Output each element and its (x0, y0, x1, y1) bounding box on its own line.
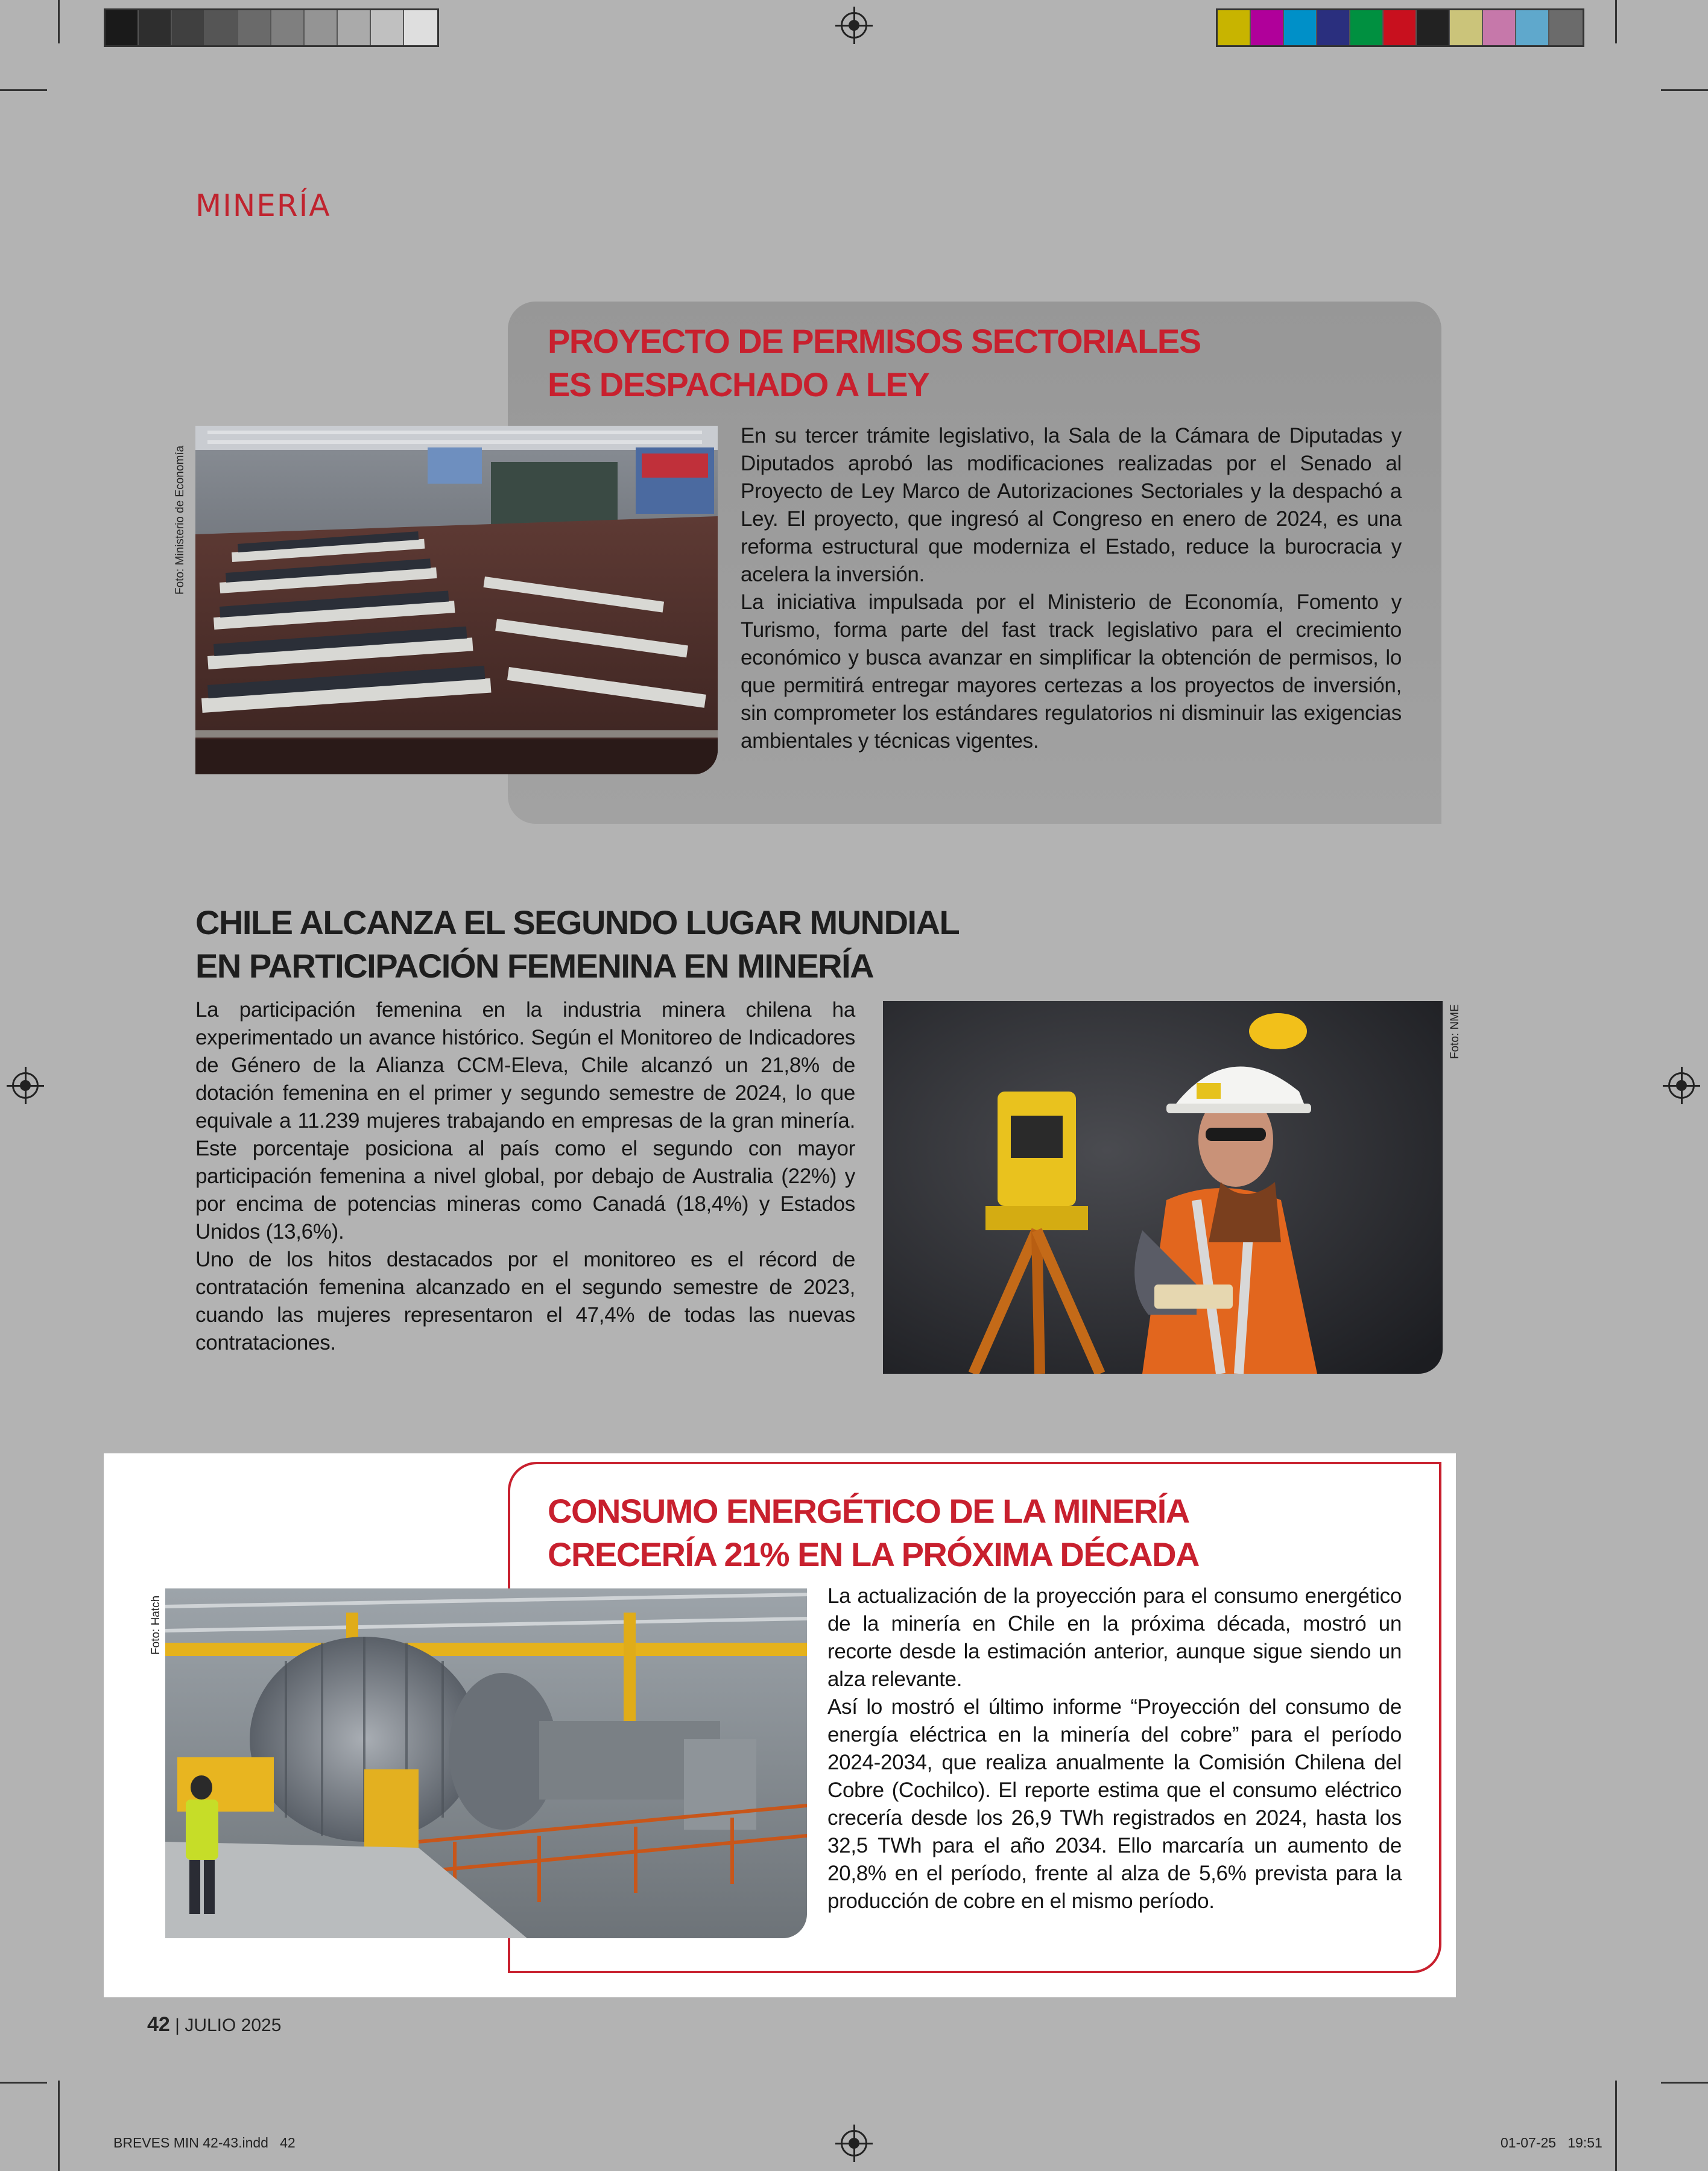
article-1-body (741, 422, 1402, 755)
article-3-photo-credit: Foto: Hatch (150, 1595, 162, 1655)
gray-swatch (172, 10, 205, 45)
gray-swatch (338, 10, 371, 45)
article-3-photo-mill (165, 1588, 807, 1938)
section-label: MINERÍA (195, 188, 331, 223)
color-swatch (1284, 10, 1317, 45)
gray-swatch (238, 10, 271, 45)
gray-swatch (305, 10, 338, 45)
color-swatch (1417, 10, 1450, 45)
color-swatch (1384, 10, 1417, 45)
issue-date: JULIO 2025 (185, 2015, 282, 2035)
page-folio (147, 2013, 281, 2037)
color-swatch (1350, 10, 1384, 45)
grayscale-color-bar (104, 8, 439, 47)
article-2-title-line-2: EN PARTICIPACIÓN FEMENINA EN MINERÍA (195, 947, 874, 985)
article-1-title-line-2: ES DESPACHADO A LEY (548, 365, 929, 403)
crop-mark (0, 89, 47, 91)
article-1-paragraph-2: La iniciativa impulsada por el Ministerio de Economía, Fomento y Turismo, forma parte del fast track legislativo para el crecimiento económico y busca avanzar en simplificar la obtención de permisos, lo que permitirá entregar mayores certezas a los proyectos de inversión, sin comprometer los estándares regulatorios ni disminuir las exigencias ambientales y técnicas vigentes. (741, 590, 1402, 753)
gray-swatch (371, 10, 404, 45)
crop-mark (58, 0, 60, 43)
article-3-title (548, 1490, 1422, 1576)
article-2-paragraph-1: La participación femenina en la industria minera chilena ha experimentado un avance histórico. Según el Monitoreo de Indicadores de Género de la Alianza CCM-Eleva, Chile alcanzó un 21,8% de dotación femenina en el primer y segundo semestre de 2024, lo que equivale a 11.239 mujeres trabajando en empresas de la gran minería. Este porcentaje posiciona al país como el segundo con mayor participación femenina a nivel global, por debajo de Australia (22%) y por encima de potencias mineras como Canadá (18,4%) y Estados Unidos (13,6%). (195, 998, 855, 1244)
article-2-photo-credit: Foto: NME (1449, 1004, 1461, 1059)
article-2-photo-surveyor (883, 1001, 1443, 1374)
crop-mark (0, 2082, 47, 2084)
article-2-body (195, 996, 855, 1357)
registration-mark-icon (1668, 1072, 1695, 1099)
color-swatch (1317, 10, 1350, 45)
gray-swatch (404, 10, 437, 45)
slug-filename: BREVES MIN 42-43.indd 42 (113, 2135, 296, 2150)
folio-separator: | (175, 2015, 185, 2035)
article-1-title-line-1: PROYECTO DE PERMISOS SECTORIALES (548, 322, 1201, 360)
color-swatch (1516, 10, 1549, 45)
crop-mark (1615, 0, 1617, 43)
article-1-paragraph-1: En su tercer trámite legislativo, la Sala de la Cámara de Diputadas y Diputados aprobó las modificaciones realizadas por el Senado al Proyecto de Ley Marco de Autorizaciones Sectoriales y la despachó a Ley. El proyecto, que ingresó al Congreso en enero de 2024, es una reforma estructural que moderniza el Estado, reduce la burocracia y acelera la inversión. (741, 424, 1402, 586)
surveyor-photo-illustration (883, 1001, 1443, 1374)
chamber-photo-illustration (195, 426, 718, 774)
color-swatch (1218, 10, 1251, 45)
registration-mark-icon (841, 2130, 867, 2157)
crop-mark (1661, 89, 1708, 91)
crop-mark (1661, 2082, 1708, 2084)
registration-mark-icon (12, 1072, 39, 1099)
page-number: 42 (147, 2013, 170, 2036)
color-swatch (1450, 10, 1483, 45)
gray-swatch (106, 10, 139, 45)
article-1-title (548, 320, 1416, 406)
article-3-paragraph-2: Así lo mostró el último informe “Proyección del consumo de energía eléctrica en la minería del cobre” para el período 2024-2034, que realiza anualmente la Comisión Chilena del Cobre (Cochilco). El reporte estima que el consumo eléctrico crecería desde los 26,9 TWh registrados en 2024, hasta los 32,5 TWh para el año 2034. Ello marcaría un aumento de 20,8% en el período, frente al alza de 5,6% prevista para la producción de cobre en el mismo período. (827, 1695, 1402, 1913)
slug-timestamp: 01-07-25 19:51 (1501, 2135, 1602, 2150)
article-3-title-line-2: CRECERÍA 21% EN LA PRÓXIMA DÉCADA (548, 1535, 1199, 1573)
article-3-body (827, 1582, 1402, 1915)
color-swatch (1549, 10, 1583, 45)
article-2-paragraph-2: Uno de los hitos destacados por el monitoreo es el récord de contratación femenina alcanzado en el segundo semestre de 2023, cuando las mujeres representaron el 47,4% de todas las nuevas contrataciones. (195, 1248, 855, 1354)
mill-photo-illustration (165, 1588, 807, 1938)
process-color-bar (1216, 8, 1584, 47)
article-2-title-line-1: CHILE ALCANZA EL SEGUNDO LUGAR MUNDIAL (195, 903, 960, 941)
article-3-title-line-1: CONSUMO ENERGÉTICO DE LA MINERÍA (548, 1492, 1189, 1530)
article-2-title (195, 901, 1100, 988)
registration-mark-icon (841, 12, 867, 39)
gray-swatch (271, 10, 305, 45)
article-3-paragraph-1: La actualización de la proyección para el consumo energético de la minería en Chile en la próxima década, mostró un recorte desde la estimación anterior, aunque sigue siendo un alza relevante. (827, 1584, 1402, 1691)
article-1-photo-chamber (195, 426, 718, 774)
color-swatch (1483, 10, 1516, 45)
article-1-photo-credit: Foto: Ministerio de Economía (174, 445, 186, 595)
color-swatch (1251, 10, 1284, 45)
gray-swatch (205, 10, 238, 45)
gray-swatch (139, 10, 172, 45)
crop-mark (1615, 2081, 1617, 2171)
crop-mark (58, 2081, 60, 2171)
